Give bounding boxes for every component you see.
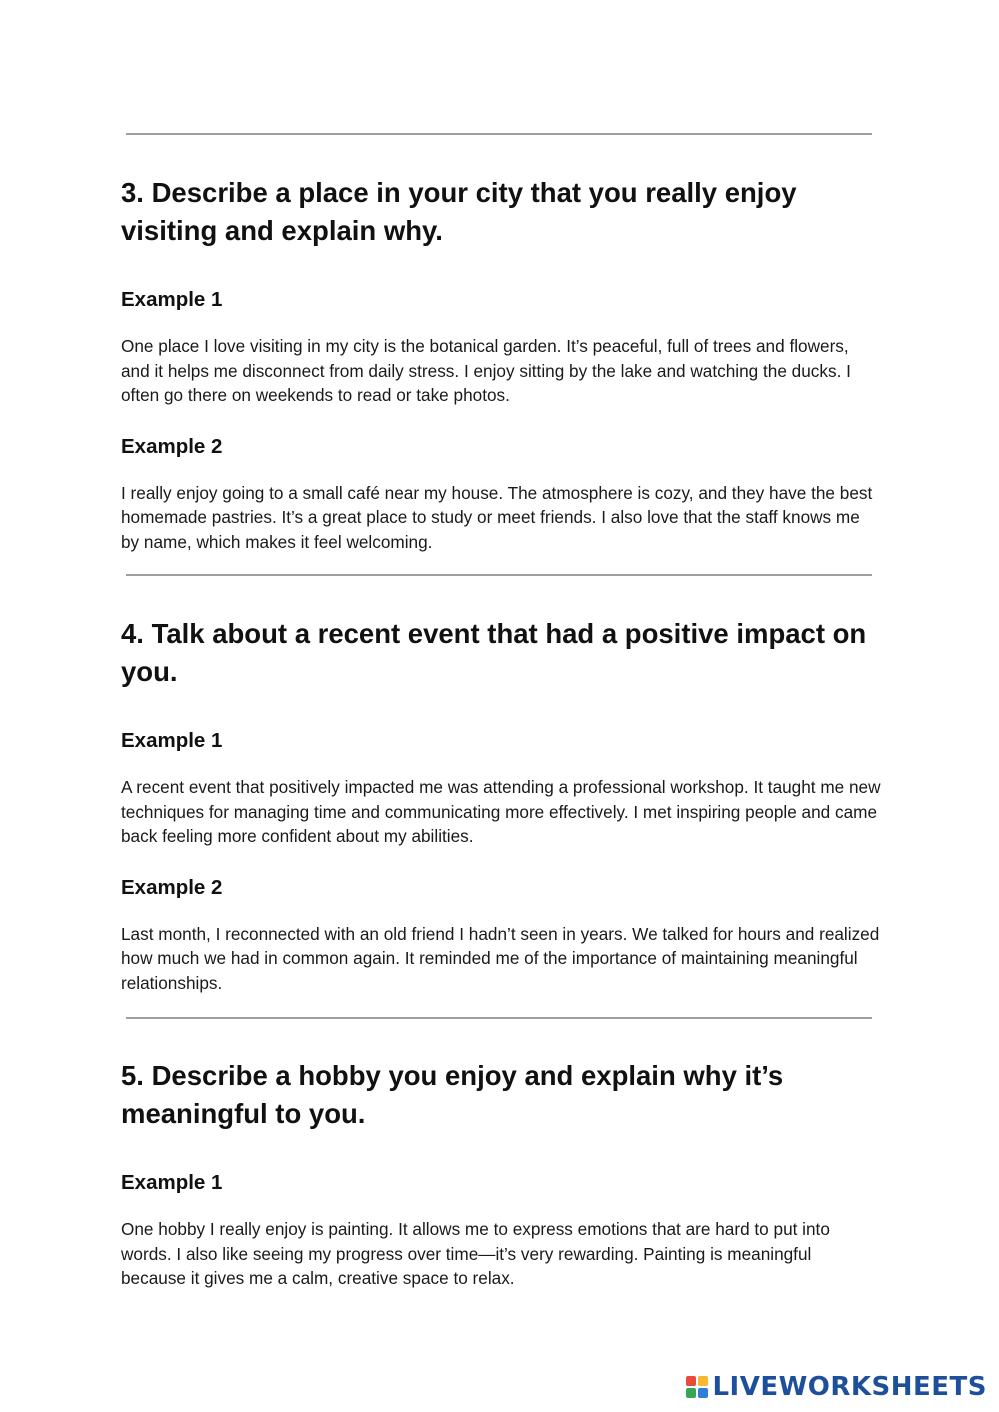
question-section-5 <box>121 1057 881 1291</box>
example-label: Example 1 <box>121 1171 223 1194</box>
section-divider <box>126 574 872 576</box>
question-title: 5. Describe a hobby you enjoy and explain why it’s meaningful to you. <box>121 1060 784 1129</box>
liveworksheets-logo-icon <box>686 1376 708 1398</box>
question-section-3 <box>121 174 881 554</box>
section-divider <box>126 133 872 135</box>
example-text: One hobby I really enjoy is painting. It allows me to express emotions that are hard to put into words. I also like seeing my progress over time—it’s very rewarding. Painting is meaningful because it gives me a calm, creative space to relax. <box>121 1219 830 1288</box>
example-text: One place I love visiting in my city is the botanical garden. It’s peaceful, full of trees and flowers, and it helps me disconnect from daily stress. I enjoy sitting by the lake and watching the ducks. I often go there on weekends to read or take photos. <box>121 336 851 405</box>
section-divider <box>126 1017 872 1019</box>
example-text: Last month, I reconnected with an old friend I hadn’t seen in years. We talked for hours and realized how much we had in common again. It reminded me of the importance of maintaining meaningful relationships. <box>121 923 880 993</box>
question-title: 4. Talk about a recent event that had a positive impact on you. <box>121 618 867 687</box>
example-label: Example 2 <box>121 875 223 899</box>
brand-name: LIVEWORKSHEETS <box>712 1372 987 1402</box>
question-section-4 <box>121 615 881 995</box>
example-text: A recent event that positively impacted me was attending a professional workshop. It taught me new techniques for managing time and communicating more effectively. I met inspiring people and came back feeling more confident about my abilities. <box>121 777 881 846</box>
liveworksheets-brand[interactable] <box>686 1372 987 1402</box>
example-label: Example 1 <box>121 729 223 752</box>
example-label: Example 2 <box>121 434 223 458</box>
question-title: 3. Describe a place in your city that you really enjoy visiting and explain why. <box>121 177 797 246</box>
example-label: Example 1 <box>121 288 223 311</box>
example-text: I really enjoy going to a small café near my house. The atmosphere is cozy, and they have the best homemade pastries. It’s a great place to study or meet friends. I also love that the staff knows me by name, which makes it feel welcoming. <box>121 482 873 552</box>
